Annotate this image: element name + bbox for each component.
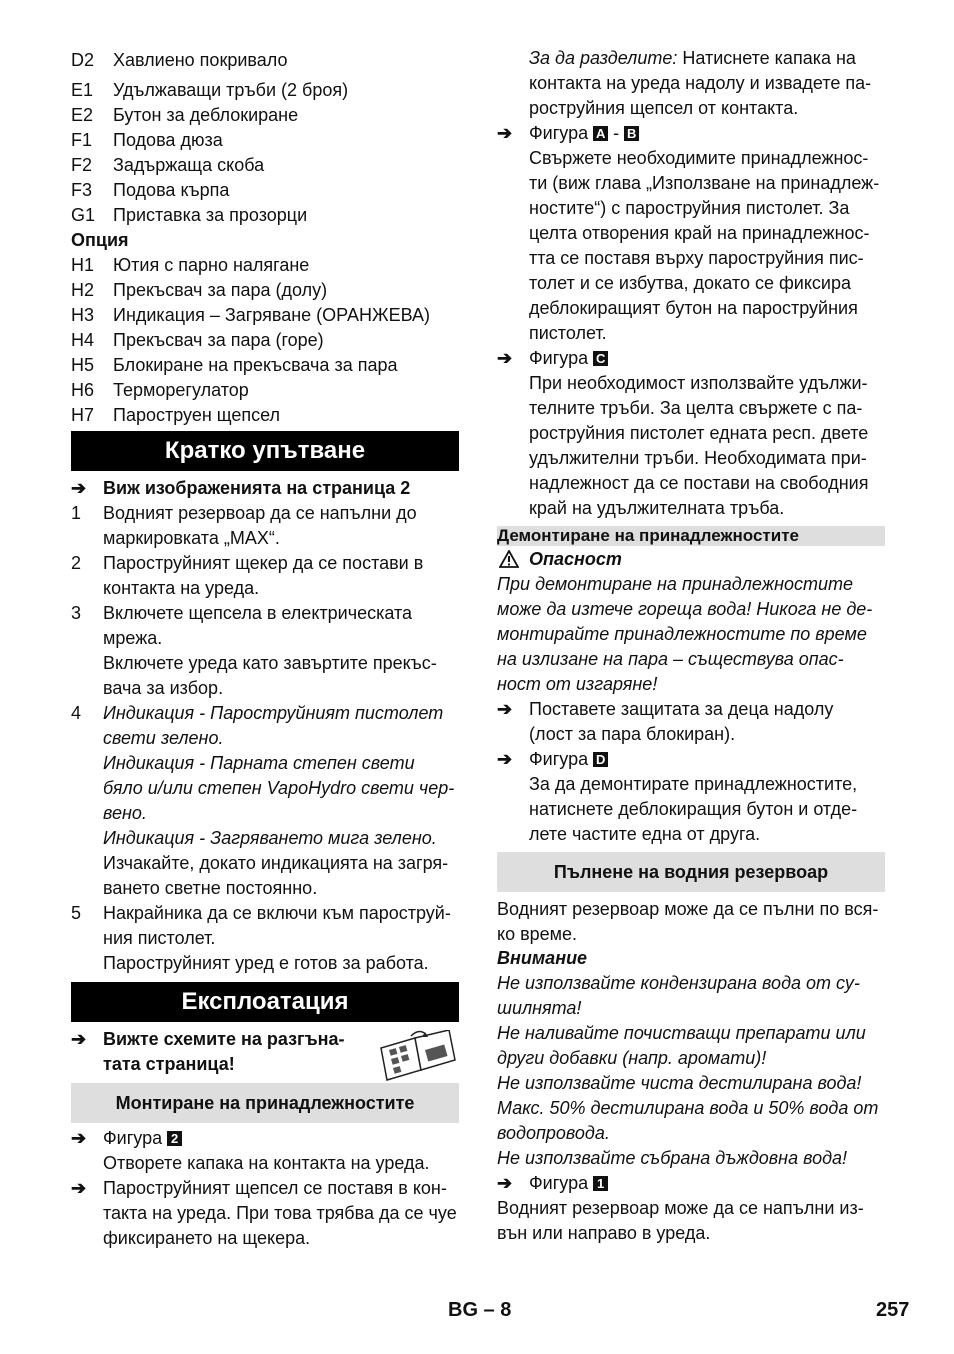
page-number: 257: [876, 1299, 910, 1321]
step-number: 2: [71, 553, 82, 573]
separate-line-1: [529, 46, 856, 71]
step-text: ването светне постоянно.: [103, 878, 318, 898]
step-text: Водният резервоар да се напълни до: [103, 503, 417, 523]
text-line: При демонтиране на принадлежностите: [497, 574, 854, 594]
arrow-icon: ➔: [71, 1178, 87, 1198]
step-text: вача за избор.: [103, 678, 224, 698]
option-text: Блокиране на прекъсвача за пара: [113, 355, 398, 375]
subsection-title-mounting: Монтиране на принадлежностите: [71, 1083, 459, 1123]
figure-ref-b: B: [624, 126, 639, 141]
figure-label: Фигура: [529, 348, 589, 368]
text-line: натиснете деблокиращия бутон и отде-: [529, 799, 858, 819]
text-line: Не използвайте чиста дестилирана вода!: [497, 1073, 862, 1093]
text-line: ко време.: [497, 924, 578, 944]
figure-ref-1: 1: [593, 1176, 608, 1191]
figure-ref-a: A: [593, 126, 608, 141]
text-line: тта се поставя върху пароструйния пис-: [529, 248, 864, 268]
text-line: Свържете необходимите принадлежнос-: [529, 148, 869, 168]
figure-ref-2: 2: [167, 1131, 182, 1146]
step-text: контакта на уреда.: [103, 578, 260, 598]
arrow-icon: ➔: [497, 699, 513, 719]
text-line: може да изтече гореща вода! Никога не де-: [497, 599, 873, 619]
arrow-icon: ➔: [497, 348, 513, 368]
step-text: Пароструйният щекер да се постави в: [103, 553, 424, 573]
legend-code: G1: [71, 205, 96, 225]
text-line: роструйния пистолет едната респ. двете: [529, 423, 869, 443]
option-text: Прекъсвач за пара (горе): [113, 330, 324, 350]
childlock-line: (лост за пара блокиран).: [529, 724, 736, 744]
option-text: Прекъсвач за пара (долу): [113, 280, 328, 300]
separate-line-2: контакта на уреда надолу и извадете па-: [529, 73, 872, 93]
childlock-line: Поставете защитата за деца надолу: [529, 699, 834, 719]
text-line: При необходимост използвайте удължи-: [529, 373, 868, 393]
text-line: ти (виж глава „Използване на принадлеж-: [529, 173, 880, 193]
subsection-title-dismount: Демонтиране на принадлежностите: [497, 526, 885, 546]
plug-line: такта на уреда. При това трябва да се чуе: [103, 1203, 457, 1223]
legend-text: Бутон за деблокиране: [113, 105, 299, 125]
step-text: маркировката „MAX“.: [103, 528, 280, 548]
option-text: Пароструен щепсел: [113, 405, 281, 425]
text-line: удължителни тръби. Необходимата при-: [529, 448, 867, 468]
step-number: 1: [71, 503, 82, 523]
step-text: бяло и/или степен VapoHydro свети чер-: [103, 778, 455, 798]
text-line: водопровода.: [497, 1123, 610, 1143]
text-line: надлежност да се постави на свободния: [529, 473, 869, 493]
step-text: ния пистолет.: [103, 928, 216, 948]
see-images-text: Виж изображенията на страница 2: [103, 478, 411, 498]
text-line: Не използвайте кондензирана вода от су-: [497, 973, 860, 993]
plug-line: фиксирането на щекера.: [103, 1228, 311, 1248]
option-text: Терморегулатор: [113, 380, 249, 400]
legend-text: Удължаващи тръби (2 броя): [113, 80, 349, 100]
step-text: свети зелено.: [103, 728, 224, 748]
option-text: Индикация – Загряване (ОРАНЖЕВА): [113, 305, 431, 325]
legend-code: D2: [71, 50, 95, 70]
text-line: Водният резервоар може да се напълни из-: [497, 1198, 864, 1218]
option-code: H4: [71, 330, 95, 350]
arrow-icon: ➔: [497, 123, 513, 143]
legend-text: Хавлиено покривало: [113, 50, 288, 70]
text-line: толет и се избутва, докато се фиксира: [529, 273, 852, 293]
step-text: вено.: [103, 803, 147, 823]
option-text: Ютия с парно налягане: [113, 255, 310, 275]
figure-ref-d: D: [593, 752, 608, 767]
warning-triangle-icon: [499, 550, 519, 568]
section-title-operation: Експлоатация: [71, 982, 459, 1022]
figure-label: Фигура: [103, 1128, 163, 1148]
separate-line-3: роструйния щепсел от контакта.: [529, 98, 799, 118]
legend-code: E1: [71, 80, 94, 100]
option-code: H1: [71, 255, 95, 275]
step-number: 5: [71, 903, 82, 923]
legend-code: E2: [71, 105, 94, 125]
option-code: H3: [71, 305, 95, 325]
step-text: Индикация - Парната степен свети: [103, 753, 415, 773]
text-line: вън или направо в уреда.: [497, 1223, 711, 1243]
separate-text: Натиснете капака на: [677, 48, 856, 68]
figure-ref-c: C: [593, 351, 608, 366]
legend-code: F1: [71, 130, 93, 150]
text-line: други добавки (напр. аромати)!: [497, 1048, 767, 1068]
arrow-icon: ➔: [71, 478, 87, 498]
arrow-icon: ➔: [71, 1128, 87, 1148]
text-line: монтирайте принадлежностите по време: [497, 624, 867, 644]
text-line: телните тръби. За целта свържете с па-: [529, 398, 863, 418]
text-line: целта отворения край на принадлежнос-: [529, 223, 870, 243]
section-title-quick-guide: Кратко упътване: [71, 431, 459, 471]
text-line: пистолет.: [529, 323, 607, 343]
arrow-icon: ➔: [497, 749, 513, 769]
see-schemes-text-1: Вижте схемите на разгъна-: [103, 1029, 345, 1049]
step-number: 3: [71, 603, 82, 623]
option-heading: Опция: [71, 230, 129, 250]
danger-label: Опасност: [529, 549, 622, 569]
text-line: деблокиращият бутон на пароструйния: [529, 298, 858, 318]
text-line: За да демонтирате принадлежностите,: [529, 774, 858, 794]
step-number: 4: [71, 703, 82, 723]
footer-section-label: BG – 8: [448, 1299, 512, 1321]
text-line: край на удължителната тръба.: [529, 498, 785, 518]
attention-label: Внимание: [497, 948, 588, 968]
open-booklet-icon: [377, 1030, 459, 1082]
text-line: Не използвайте събрана дъждовна вода!: [497, 1148, 848, 1168]
plug-line: Пароструйният щепсел се поставя в кон-: [103, 1178, 447, 1198]
legend-text: Подова кърпа: [113, 180, 230, 200]
option-code: H6: [71, 380, 95, 400]
legend-text: Подова дюза: [113, 130, 223, 150]
separate-label: За да разделите:: [529, 48, 678, 68]
step-text: Пароструйният уред е готов за работа.: [103, 953, 429, 973]
legend-code: F3: [71, 180, 93, 200]
step-text: Изчакайте, докато индикацията на загря-: [103, 853, 449, 873]
text-line: Водният резервоар може да се пълни по вся-: [497, 899, 879, 919]
step-text: Накрайника да се включи към пароструй-: [103, 903, 451, 923]
legend-code: F2: [71, 155, 93, 175]
step-text: мрежа.: [103, 628, 163, 648]
option-code: H2: [71, 280, 95, 300]
step-text: Индикация - Загряването мига зелено.: [103, 828, 437, 848]
arrow-icon: ➔: [497, 1173, 513, 1193]
text-line: на излизане на пара – съществува опас-: [497, 649, 844, 669]
legend-text: Задържаща скоба: [113, 155, 265, 175]
subsection-title-fill: Пълнене на водния резервоар: [497, 852, 885, 892]
option-code: H5: [71, 355, 95, 375]
arrow-icon: ➔: [71, 1029, 87, 1049]
step-text: Индикация - Пароструйният пистолет: [103, 703, 444, 723]
text-line: ност от изгаряне!: [497, 674, 658, 694]
option-code: H7: [71, 405, 95, 425]
text-line: шилнята!: [497, 998, 582, 1018]
text-line: ностите“) с пароструйния пистолет. За: [529, 198, 850, 218]
figure-label: Фигура: [529, 123, 589, 143]
step-text: Включете щепсела в електрическата: [103, 603, 413, 623]
legend-text: Приставка за прозорци: [113, 205, 308, 225]
figure-label: Фигура: [529, 1173, 589, 1193]
text-line: Не наливайте почистващи препарати или: [497, 1023, 866, 1043]
open-lid-text: Отворете капака на контакта на уреда.: [103, 1153, 430, 1173]
step-text: Включете уреда като завъртите прекъс-: [103, 653, 437, 673]
text-line: Макс. 50% дестилирана вода и 50% вода от: [497, 1098, 879, 1118]
see-schemes-text-2: тата страница!: [103, 1054, 235, 1074]
figure-label: Фигура: [529, 749, 589, 769]
text-line: лете частите една от друга.: [529, 824, 761, 844]
